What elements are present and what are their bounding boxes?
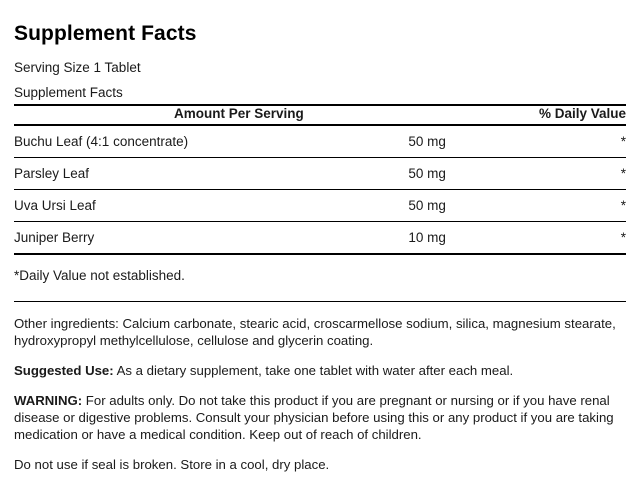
daily-value-footnote: *Daily Value not established. (14, 268, 185, 283)
column-header-amount-per-serving: Amount Per Serving (14, 105, 332, 125)
warning-text: For adults only. Do not take this product if you are pregnant or nursing or if you have renal disease or digestive problems. Consult your physician before using this or any product if you are taking medication or have a medical condition. Keep out of reach of children. (14, 393, 614, 442)
supplement-facts-table (14, 85, 626, 255)
ingredient-daily-value: * (522, 222, 626, 255)
suggested-use-label: Suggested Use: (14, 363, 114, 378)
ingredient-daily-value: * (522, 125, 626, 158)
ingredient-amount: 50 mg (332, 190, 522, 222)
ingredient-name: Buchu Leaf (4:1 concentrate) (14, 125, 332, 158)
ingredient-name: Parsley Leaf (14, 158, 332, 190)
warning-paragraph (14, 392, 626, 443)
table-row (14, 158, 626, 190)
column-header-percent-daily-value: % Daily Value (522, 105, 626, 125)
warning-label: WARNING: (14, 393, 83, 408)
ingredient-name: Uva Ursi Leaf (14, 190, 332, 222)
table-row (14, 190, 626, 222)
ingredient-name: Juniper Berry (14, 222, 332, 255)
ingredient-daily-value: * (522, 190, 626, 222)
suggested-use-text: As a dietary supplement, take one tablet with water after each meal. (113, 363, 514, 378)
ingredient-amount: 10 mg (332, 222, 522, 255)
table-caption: Supplement Facts (14, 85, 626, 105)
ingredient-daily-value: * (522, 158, 626, 190)
suggested-use-paragraph (14, 362, 626, 379)
table-row (14, 222, 626, 255)
table-header-row (14, 105, 626, 125)
section-divider (14, 301, 626, 302)
serving-size-text: Serving Size 1 Tablet (14, 60, 141, 75)
page-title: Supplement Facts (14, 22, 197, 45)
other-ingredients-text: Other ingredients: Calcium carbonate, stearic acid, croscarmellose sodium, silica, magnesium stearate, hydroxypropyl methylcellulose, cellulose and glycerin coating. (14, 316, 616, 348)
ingredient-amount: 50 mg (332, 158, 522, 190)
table-row (14, 125, 626, 158)
table-caption-row (14, 85, 626, 105)
ingredient-amount: 50 mg (332, 125, 522, 158)
storage-text: Do not use if seal is broken. Store in a cool, dry place. (14, 457, 330, 472)
column-header-spacer (332, 105, 522, 125)
